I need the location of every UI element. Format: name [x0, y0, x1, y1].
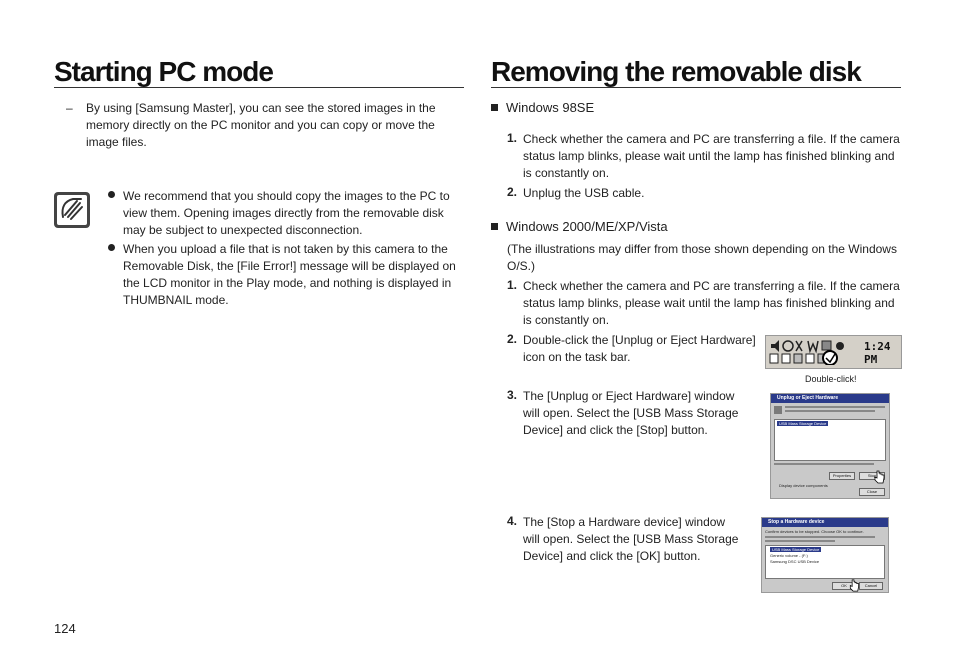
note-2 [123, 241, 463, 309]
step-line: Device] and click the [Stop] button. [523, 423, 708, 437]
step-number: 3. [507, 388, 518, 402]
step-line: The [Stop a Hardware device] window [523, 515, 726, 529]
win98-heading [491, 100, 594, 116]
device-list-item[interactable]: Samsung DSC USB Device [770, 559, 820, 564]
note-line: (The illustrations may differ from those shown depending on the Windows [507, 242, 897, 256]
win2000-step-1 [523, 278, 913, 329]
device-list[interactable] [765, 545, 885, 579]
step-line: Device] and click the [OK] button. [523, 549, 701, 563]
win98-step-2: Unplug the USB cable. [523, 186, 645, 200]
dialog-text [774, 463, 874, 465]
win98-step-1 [523, 131, 913, 182]
intro-line: By using [Samsung Master], you can see the stored images in the [86, 101, 436, 115]
step-line: will open. Select the [USB Mass Storage [523, 532, 739, 546]
device-list[interactable] [774, 419, 886, 461]
intro-line: memory directly on the PC monitor and you can copy or move the [86, 118, 435, 132]
dialog-title-bar [771, 394, 889, 403]
note-line: the LCD monitor in the Play mode, and nothing is displayed in [123, 276, 452, 290]
properties-button[interactable]: Properties [829, 472, 855, 480]
step-line: The [Unplug or Eject Hardware] window [523, 389, 735, 403]
note-line: THUMBNAIL mode. [123, 293, 229, 307]
step-line: Check whether the camera and PC are transferring a file. If the camera [523, 279, 900, 293]
dialog-text [765, 536, 875, 538]
clock-readout: 1:24 PM [864, 340, 891, 366]
dialog-text [765, 540, 835, 542]
left-title: Starting PC mode [54, 56, 273, 87]
step-line: icon on the task bar. [523, 350, 631, 364]
tray-icons [768, 339, 848, 365]
square-bullet-icon [491, 223, 498, 230]
step-line: will open. Select the [USB Mass Storage [523, 406, 739, 420]
ok-button[interactable]: OK [832, 582, 856, 590]
win2000-step-2 [523, 332, 763, 366]
step-line: is constantly on. [523, 166, 610, 180]
dialog-title: Stop a Hardware device [768, 519, 825, 525]
step-line: Check whether the camera and PC are transferring a file. If the camera [523, 132, 900, 146]
checkbox-label[interactable]: Display device components [779, 483, 828, 488]
step-number: 1. [507, 278, 518, 292]
win2000-heading-text: Windows 2000/ME/XP/Vista [506, 219, 668, 234]
intro-dash: – [66, 101, 73, 115]
dialog-intro: Confirm devices to be stopped. Choose OK to continue. [765, 529, 864, 534]
intro-text [86, 100, 446, 151]
note-icon [53, 191, 91, 229]
close-button[interactable]: Close [859, 488, 885, 496]
cancel-button[interactable]: Cancel [859, 582, 883, 590]
step-line: status lamp blinks, please wait until the lamp has finished blinking and [523, 296, 895, 310]
note-1 [123, 188, 463, 239]
stop-button[interactable]: Stop [859, 472, 885, 480]
note-line: O/S.) [507, 259, 536, 273]
bullet-icon [108, 244, 115, 251]
step-number: 2. [507, 185, 518, 199]
right-title: Removing the removable disk [491, 56, 861, 87]
dialog-title: Unplug or Eject Hardware [777, 395, 839, 401]
taskbar-screenshot [765, 335, 902, 369]
step-number: 1. [507, 131, 518, 145]
stop-device-dialog-screenshot [761, 517, 889, 593]
dialog-text [785, 410, 875, 412]
step-number: 4. [507, 514, 518, 528]
page-number: 124 [54, 621, 76, 636]
note-line: Removable Disk, the [File Error!] message will be displayed on [123, 259, 456, 273]
device-list-item[interactable]: Generic volume - (F:) [770, 553, 808, 558]
win2000-heading [491, 219, 668, 235]
left-title-rule [54, 87, 464, 88]
win2000-step-3 [523, 388, 753, 439]
hardware-icon [774, 406, 782, 414]
step-line: Double-click the [Unplug or Eject Hardware] [523, 333, 756, 347]
win98-heading-text: Windows 98SE [506, 100, 595, 115]
win2000-step-4 [523, 514, 753, 565]
intro-line: image files. [86, 135, 147, 149]
step-line: status lamp blinks, please wait until the lamp has finished blinking and [523, 149, 895, 163]
note-line: view them. Opening images directly from the removable disk [123, 206, 444, 220]
note-line: may be subject to unexpected disconnection. [123, 223, 363, 237]
device-list-item[interactable]: USB Mass Storage Device [772, 547, 820, 552]
dialog-text [785, 406, 885, 408]
note-line: When you upload a file that is not taken by this camera to the [123, 242, 448, 256]
hand-cursor-icon [848, 579, 860, 592]
dialog-title-bar [762, 518, 888, 527]
bullet-icon [108, 191, 115, 198]
unplug-dialog-screenshot [770, 393, 890, 499]
note-line: We recommend that you should copy the images to the PC to [123, 189, 450, 203]
step-number: 2. [507, 332, 518, 346]
step-line: is constantly on. [523, 313, 610, 327]
double-click-caption: Double-click! [805, 374, 857, 384]
hand-cursor-icon [873, 470, 885, 484]
device-list-item[interactable]: USB Mass Storage Device [779, 421, 827, 426]
square-bullet-icon [491, 104, 498, 111]
right-title-rule [491, 87, 901, 88]
win2000-note [507, 241, 907, 275]
